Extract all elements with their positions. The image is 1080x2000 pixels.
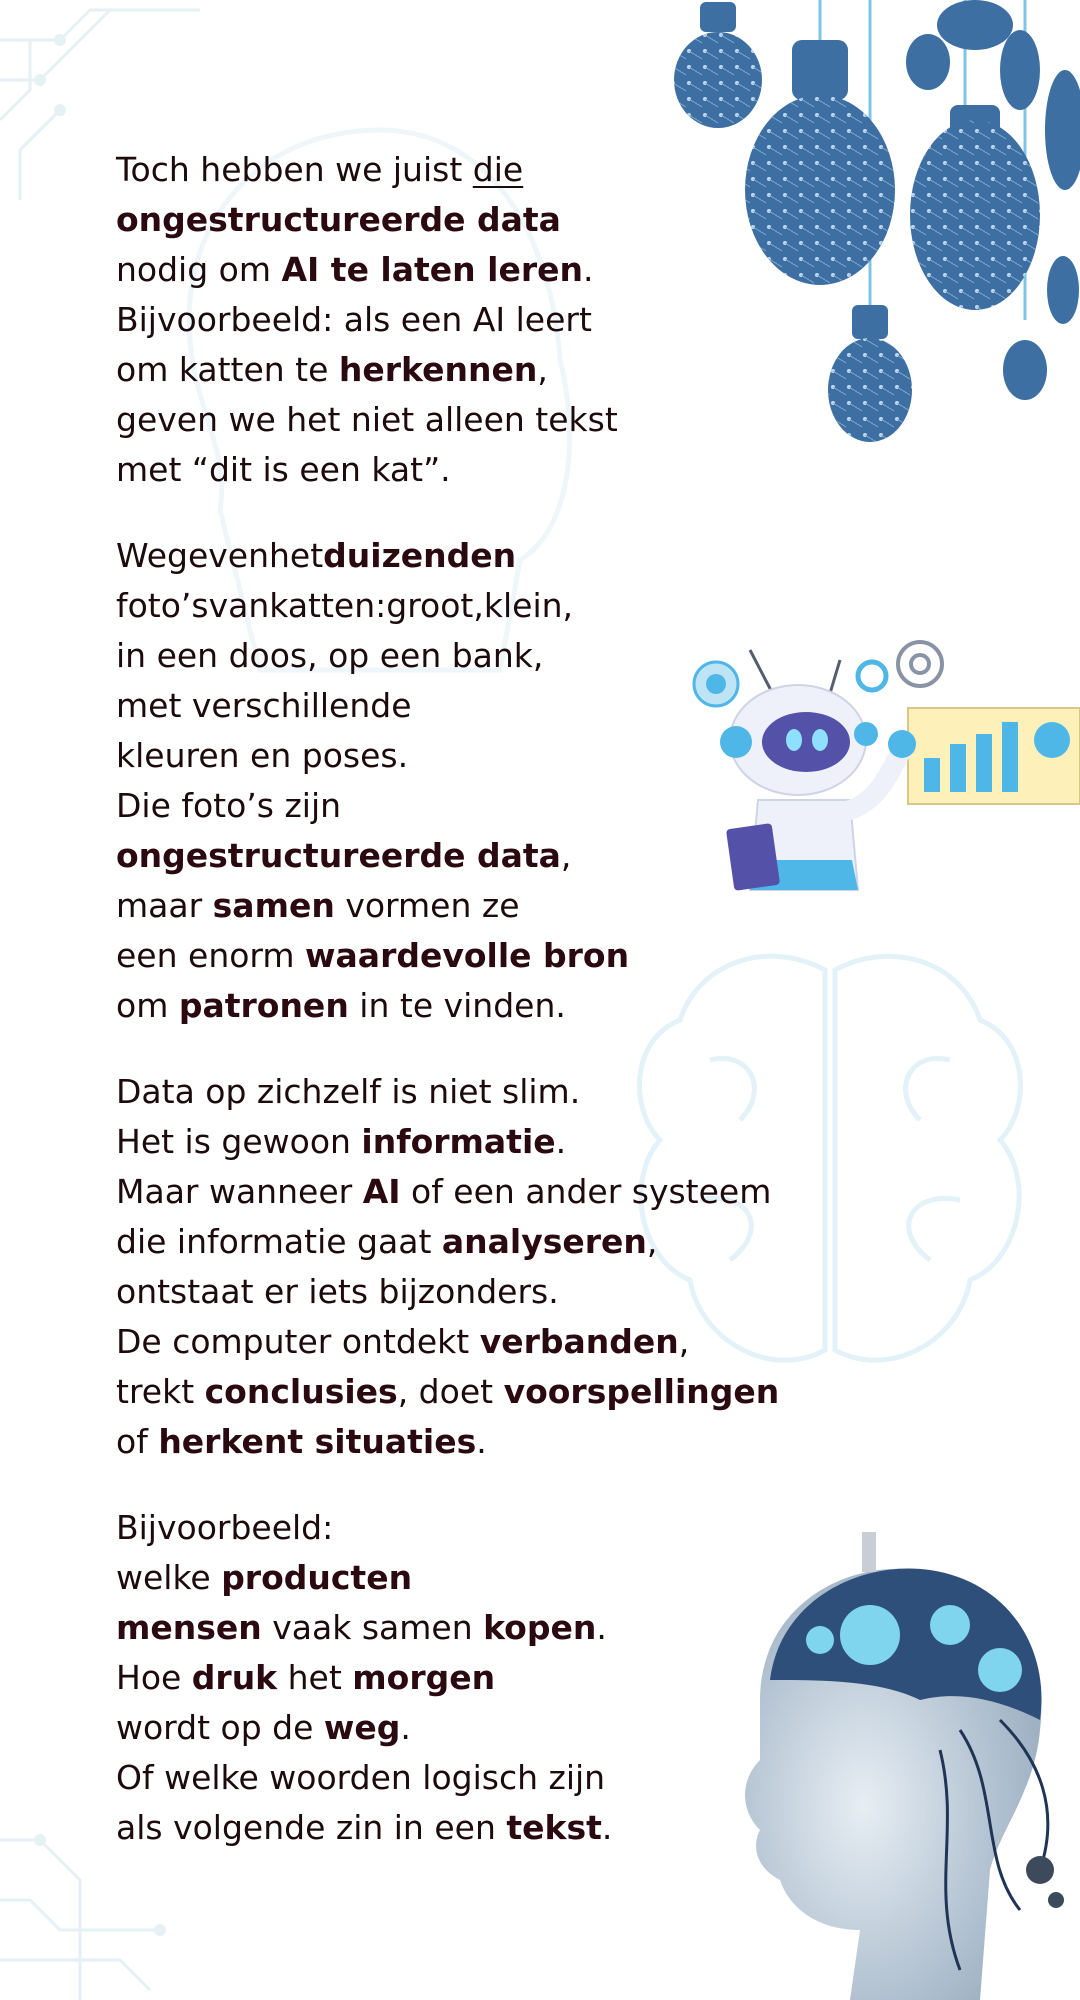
bold-term: ongestructureerde data xyxy=(116,836,561,875)
text-line xyxy=(116,581,666,631)
text-line xyxy=(116,245,618,295)
text-segment: Hoe xyxy=(116,1658,192,1697)
text-segment: groot, xyxy=(386,586,484,625)
text-segment: welke xyxy=(116,1558,222,1597)
bold-term: AI xyxy=(362,1172,401,1211)
bold-term: tekst xyxy=(506,1808,602,1847)
text-line xyxy=(116,1267,779,1317)
text-line xyxy=(116,445,618,495)
text-segment: vormen ze xyxy=(334,886,520,925)
bold-term: AI te laten leren xyxy=(281,250,583,289)
text-segment: in een doos, op een bank, xyxy=(116,636,544,675)
bold-term: morgen xyxy=(352,1658,496,1697)
bold-term: patronen xyxy=(178,986,349,1025)
bold-term: ongestructureerde data xyxy=(116,200,561,239)
bold-term: samen xyxy=(212,886,335,925)
text-segment: maar xyxy=(116,886,213,925)
text-segment: . xyxy=(601,1808,613,1847)
text-segment: . xyxy=(583,250,594,289)
text-segment: , xyxy=(537,350,548,389)
lightbulb-network-icon xyxy=(670,0,1080,450)
text-segment: een enorm xyxy=(116,936,306,975)
text-segment: met “dit is een kat”. xyxy=(116,450,451,489)
text-segment: Maar wanneer xyxy=(116,1172,363,1211)
text-segment: , doet xyxy=(397,1372,504,1411)
text-line xyxy=(116,831,666,881)
text-line xyxy=(116,1417,779,1467)
text-line xyxy=(116,1367,779,1417)
paragraph-1 xyxy=(116,145,618,495)
text-segment: om xyxy=(116,986,179,1025)
text-segment: wordt op de xyxy=(116,1708,324,1747)
text-segment: Of welke woorden logisch zijn xyxy=(116,1758,606,1797)
text-segment: geven xyxy=(167,536,269,575)
text-segment: trekt xyxy=(116,1372,205,1411)
text-line xyxy=(116,1117,779,1167)
text-line xyxy=(116,1803,612,1853)
text-segment: . xyxy=(476,1422,487,1461)
text-segment: Bijvoorbeeld: xyxy=(116,1508,334,1547)
text-line xyxy=(116,395,618,445)
text-segment: , xyxy=(678,1322,690,1361)
bold-term: informatie xyxy=(361,1122,556,1161)
text-segment: als volgende zin in een xyxy=(116,1808,507,1847)
text-line xyxy=(116,731,666,781)
bold-term: mensen xyxy=(116,1608,262,1647)
text-segment: foto’s xyxy=(116,586,209,625)
paragraph-3 xyxy=(116,1067,779,1467)
text-segment: We xyxy=(116,536,167,575)
text-segment: katten: xyxy=(269,586,387,625)
bold-term: druk xyxy=(191,1658,278,1697)
text-segment: klein, xyxy=(483,586,574,625)
text-segment: vaak samen xyxy=(261,1608,484,1647)
text-segment: , xyxy=(646,1222,658,1261)
text-segment: kleuren en poses. xyxy=(116,736,409,775)
text-segment: het xyxy=(277,1658,353,1697)
text-segment: in te vinden. xyxy=(348,986,566,1025)
bold-term: weg xyxy=(323,1708,401,1747)
text-line xyxy=(116,1553,612,1603)
text-line xyxy=(116,345,618,395)
text-segment: geven we het niet alleen tekst xyxy=(116,400,618,439)
text-line xyxy=(116,1217,779,1267)
bold-term: verbanden xyxy=(479,1322,679,1361)
text-segment: met verschillende xyxy=(116,686,412,725)
bold-term: waardevolle bron xyxy=(305,936,630,975)
bold-term: herkent situaties xyxy=(158,1422,477,1461)
text-segment: . xyxy=(555,1122,567,1161)
text-line xyxy=(116,1067,779,1117)
text-segment: Bijvoorbeeld: als een AI leert xyxy=(116,300,592,339)
text-segment: nodig om xyxy=(116,250,282,289)
text-segment: ontstaat er iets bijzonders. xyxy=(116,1272,559,1311)
bold-term: voorspellingen xyxy=(503,1372,780,1411)
text-line xyxy=(116,531,662,581)
text-segment: . xyxy=(400,1708,411,1747)
text-line xyxy=(116,1753,612,1803)
text-line xyxy=(116,931,666,981)
text-segment: Het is gewoon xyxy=(116,1122,362,1161)
text-segment: . xyxy=(596,1608,607,1647)
text-line xyxy=(116,195,618,245)
text-line xyxy=(116,881,666,931)
paragraph-4 xyxy=(116,1503,612,1853)
text-line xyxy=(116,1503,612,1553)
text-segment: Data op zichzelf is niet slim. xyxy=(116,1072,581,1111)
text-line xyxy=(116,1703,612,1753)
text-line xyxy=(116,295,618,345)
text-segment: Toch hebben we juist xyxy=(116,150,473,189)
bold-term: producten xyxy=(221,1558,413,1597)
text-segment: , xyxy=(560,836,572,875)
paragraph-2 xyxy=(116,531,666,1031)
bold-term: conclusies xyxy=(204,1372,398,1411)
text-line xyxy=(116,1653,612,1703)
text-line xyxy=(116,1317,779,1367)
underlined-term: die xyxy=(472,150,524,189)
text-segment: Die foto’s zijn xyxy=(116,786,342,825)
cyborg-head-icon xyxy=(700,1530,1080,2000)
text-segment: die informatie gaat xyxy=(116,1222,442,1261)
text-segment: of een ander systeem xyxy=(400,1172,772,1211)
text-segment: om katten te xyxy=(116,350,339,389)
bold-term: herkennen xyxy=(338,350,538,389)
text-segment: het xyxy=(269,536,324,575)
bold-term: analyseren xyxy=(441,1222,647,1261)
text-line xyxy=(116,1603,612,1653)
text-segment: van xyxy=(208,586,270,625)
text-line xyxy=(116,681,666,731)
text-line xyxy=(116,631,666,681)
text-segment: De computer ontdekt xyxy=(116,1322,480,1361)
text-line xyxy=(116,145,618,195)
text-line xyxy=(116,981,666,1031)
bold-term: kopen xyxy=(483,1608,597,1647)
text-line xyxy=(116,1167,779,1217)
text-segment: of xyxy=(116,1422,159,1461)
bold-term: duizenden xyxy=(323,536,517,575)
robot-analytics-icon xyxy=(680,630,1080,910)
text-line xyxy=(116,781,666,831)
